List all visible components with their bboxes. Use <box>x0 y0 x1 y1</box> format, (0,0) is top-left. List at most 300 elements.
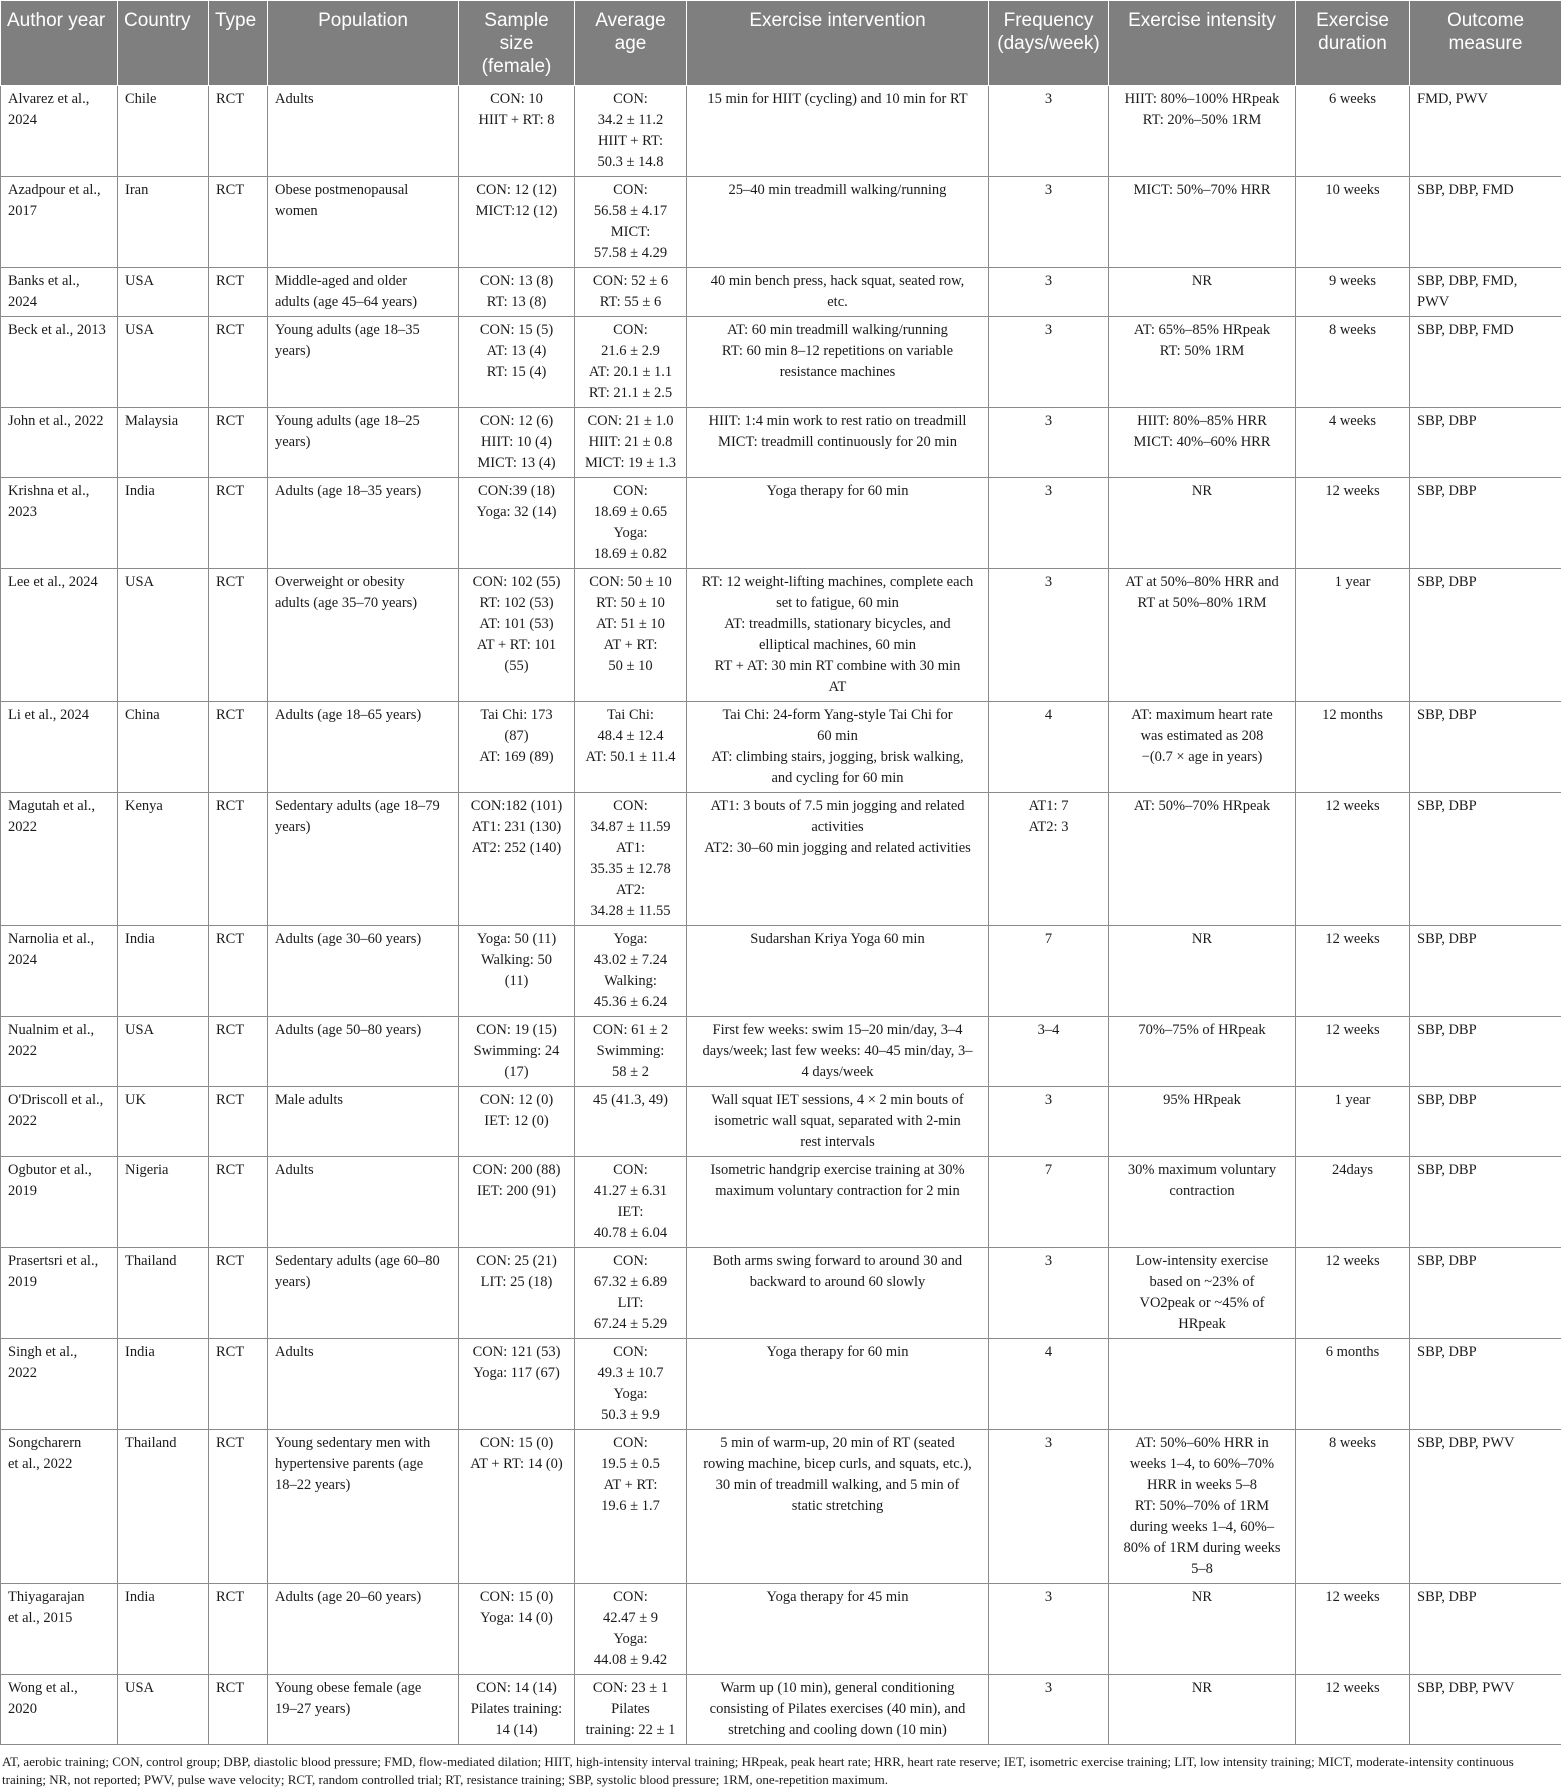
table-row <box>1 1087 1561 1157</box>
cell-population-line: Young sedentary men with <box>275 1433 451 1454</box>
cell-author-year-line: 2024 <box>8 110 110 131</box>
cell-country: USA <box>118 569 209 702</box>
cell-exercise-intensity <box>1109 1430 1296 1584</box>
cell-sample-size-line: MICT:12 (12) <box>466 201 567 222</box>
cell-exercise-intervention <box>687 793 989 926</box>
cell-author-year-line: Beck et al., 2013 <box>8 320 110 341</box>
cell-average-age-line: CON: <box>582 796 679 817</box>
cell-author-year-line: Nualnim et al., <box>8 1020 110 1041</box>
table-footnote: AT, aerobic training; CON, control group; DBP, diastolic blood pressure; FMD, flow-mediated dilation; HIIT, high-intensity interval training; HRpeak, peak heart rate; HRR, heart rate reserve; IET, isometric exercise training; LIT, low intensity training; MICT, moderate-intensity continuous training; NR, not reported; PWV, pulse wave velocity; RCT, random controlled trial; RT, resistance training; SBP, systolic blood pressure; 1RM, one-repetition maximum. <box>0 1745 1561 1789</box>
cell-outcome-measure-line: SBP, DBP <box>1417 411 1554 432</box>
cell-population <box>268 177 459 268</box>
cell-sample-size <box>459 1430 575 1584</box>
cell-country: UK <box>118 1087 209 1157</box>
cell-population-line: Male adults <box>275 1090 451 1111</box>
cell-exercise-intensity <box>1109 793 1296 926</box>
cell-exercise-intensity-line: NR <box>1116 929 1288 950</box>
cell-exercise-intervention <box>687 177 989 268</box>
cell-exercise-intensity <box>1109 1339 1296 1430</box>
cell-exercise-intervention-line: Isometric handgrip exercise training at 30% <box>694 1160 981 1181</box>
cell-exercise-intervention-line: maximum voluntary contraction for 2 min <box>694 1181 981 1202</box>
cell-sample-size-line: Yoga: 32 (14) <box>466 502 567 523</box>
cell-exercise-intervention-line: AT: climbing stairs, jogging, brisk walking, <box>694 747 981 768</box>
cell-author-year-line: et al., 2015 <box>8 1608 110 1629</box>
cell-exercise-intensity <box>1109 1157 1296 1248</box>
cell-average-age-line: MICT: <box>582 222 679 243</box>
cell-population <box>268 317 459 408</box>
table-row <box>1 926 1561 1017</box>
cell-author-year <box>1 1339 118 1430</box>
cell-author-year-line: Songcharern <box>8 1433 110 1454</box>
cell-sample-size-line: CON:39 (18) <box>466 481 567 502</box>
cell-author-year-line: 2022 <box>8 1111 110 1132</box>
cell-exercise-intervention <box>687 1584 989 1675</box>
cell-frequency <box>989 1248 1109 1339</box>
cell-frequency <box>989 268 1109 317</box>
cell-sample-size <box>459 1675 575 1745</box>
cell-population <box>268 702 459 793</box>
cell-population-line: Young obese female (age <box>275 1678 451 1699</box>
cell-sample-size-line: Walking: 50 <box>466 950 567 971</box>
cell-sample-size-line: CON: 12 (0) <box>466 1090 567 1111</box>
cell-frequency <box>989 1339 1109 1430</box>
cell-average-age-line: CON: 23 ± 1 <box>582 1678 679 1699</box>
cell-exercise-intensity-line: 80% of 1RM during weeks <box>1116 1538 1288 1559</box>
cell-average-age <box>575 478 687 569</box>
cell-exercise-duration: 12 months <box>1296 702 1410 793</box>
cell-outcome-measure <box>1410 793 1561 926</box>
cell-author-year-line: Li et al., 2024 <box>8 705 110 726</box>
cell-population <box>268 569 459 702</box>
cell-exercise-intensity-line: AT: maximum heart rate <box>1116 705 1288 726</box>
cell-sample-size <box>459 793 575 926</box>
cell-sample-size-line: CON: 200 (88) <box>466 1160 567 1181</box>
header-type: Type <box>209 1 268 86</box>
cell-frequency-line: 3–4 <box>996 1020 1101 1041</box>
cell-exercise-duration: 12 weeks <box>1296 1017 1410 1087</box>
cell-exercise-intervention-line: HIIT: 1:4 min work to rest ratio on treadmill <box>694 411 981 432</box>
cell-author-year <box>1 702 118 793</box>
cell-sample-size <box>459 702 575 793</box>
cell-sample-size-line: LIT: 25 (18) <box>466 1272 567 1293</box>
cell-population-line: Adults (age 20–60 years) <box>275 1587 451 1608</box>
cell-average-age-line: 40.78 ± 6.04 <box>582 1223 679 1244</box>
cell-average-age-line: 57.58 ± 4.29 <box>582 243 679 264</box>
table-row <box>1 1430 1561 1584</box>
cell-exercise-intervention-line: consisting of Pilates exercises (40 min), and <box>694 1699 981 1720</box>
cell-outcome-measure-line: SBP, DBP <box>1417 481 1554 502</box>
cell-type: RCT <box>209 1087 268 1157</box>
cell-average-age <box>575 569 687 702</box>
cell-author-year-line: John et al., 2022 <box>8 411 110 432</box>
cell-average-age <box>575 1017 687 1087</box>
cell-exercise-intervention-line: AT: 60 min treadmill walking/running <box>694 320 981 341</box>
cell-type: RCT <box>209 1430 268 1584</box>
table-header-row <box>1 1 1561 86</box>
cell-outcome-measure <box>1410 408 1561 478</box>
cell-population-line: women <box>275 201 451 222</box>
cell-average-age-line: 44.08 ± 9.42 <box>582 1650 679 1671</box>
cell-average-age <box>575 317 687 408</box>
cell-exercise-intensity-line: RT: 50%–70% of 1RM <box>1116 1496 1288 1517</box>
cell-population-line: Sedentary adults (age 60–80 <box>275 1251 451 1272</box>
cell-sample-size-line: (17) <box>466 1062 567 1083</box>
cell-outcome-measure <box>1410 702 1561 793</box>
cell-frequency <box>989 1430 1109 1584</box>
cell-outcome-measure-line: SBP, DBP <box>1417 1090 1554 1111</box>
cell-sample-size-line: Yoga: 14 (0) <box>466 1608 567 1629</box>
cell-average-age <box>575 1430 687 1584</box>
cell-outcome-measure-line: SBP, DBP <box>1417 1342 1554 1363</box>
cell-type: RCT <box>209 1584 268 1675</box>
cell-exercise-intensity-line: NR <box>1116 1587 1288 1608</box>
cell-frequency-line: 4 <box>996 705 1101 726</box>
cell-population-line: years) <box>275 432 451 453</box>
cell-frequency <box>989 702 1109 793</box>
cell-exercise-intervention-line: RT: 60 min 8–12 repetitions on variable <box>694 341 981 362</box>
cell-outcome-measure-line: SBP, DBP <box>1417 929 1554 950</box>
cell-exercise-intensity-line: HIIT: 80%–100% HRpeak <box>1116 89 1288 110</box>
cell-exercise-intervention-line: isometric wall squat, separated with 2-min <box>694 1111 981 1132</box>
table-row <box>1 702 1561 793</box>
cell-exercise-intervention-line: etc. <box>694 292 981 313</box>
cell-population-line: hypertensive parents (age <box>275 1454 451 1475</box>
cell-sample-size-line: CON: 15 (5) <box>466 320 567 341</box>
cell-exercise-intervention <box>687 1017 989 1087</box>
cell-author-year-line: 2022 <box>8 1041 110 1062</box>
cell-exercise-intervention <box>687 926 989 1017</box>
cell-frequency <box>989 1157 1109 1248</box>
header-outcome-measure: Outcome measure <box>1410 1 1561 86</box>
cell-author-year-line: Alvarez et al., <box>8 89 110 110</box>
cell-exercise-intensity-line: RT at 50%–80% 1RM <box>1116 593 1288 614</box>
cell-average-age-line: 19.5 ± 0.5 <box>582 1454 679 1475</box>
cell-sample-size-line: Swimming: 24 <box>466 1041 567 1062</box>
cell-average-age-line: AT2: <box>582 880 679 901</box>
cell-frequency <box>989 408 1109 478</box>
cell-exercise-intensity-line: RT: 50% 1RM <box>1116 341 1288 362</box>
cell-frequency <box>989 478 1109 569</box>
cell-exercise-intervention-line: and cycling for 60 min <box>694 768 981 789</box>
cell-outcome-measure-line: SBP, DBP <box>1417 1160 1554 1181</box>
cell-outcome-measure-line: SBP, DBP <box>1417 1587 1554 1608</box>
cell-outcome-measure-line: SBP, DBP <box>1417 796 1554 817</box>
cell-author-year-line: 2022 <box>8 1363 110 1384</box>
cell-country: India <box>118 1339 209 1430</box>
cell-average-age-line: CON: <box>582 89 679 110</box>
cell-country: USA <box>118 1675 209 1745</box>
cell-frequency-line: 3 <box>996 180 1101 201</box>
cell-average-age-line: 42.47 ± 9 <box>582 1608 679 1629</box>
cell-frequency <box>989 793 1109 926</box>
cell-average-age-line: AT: 20.1 ± 1.1 <box>582 362 679 383</box>
table-row <box>1 317 1561 408</box>
cell-country: India <box>118 1584 209 1675</box>
cell-frequency-line: 3 <box>996 271 1101 292</box>
cell-exercise-intervention <box>687 268 989 317</box>
cell-population <box>268 268 459 317</box>
cell-sample-size-line: Yoga: 117 (67) <box>466 1363 567 1384</box>
cell-sample-size <box>459 1248 575 1339</box>
cell-average-age-line: 21.6 ± 2.9 <box>582 341 679 362</box>
cell-author-year <box>1 1675 118 1745</box>
cell-exercise-duration: 24days <box>1296 1157 1410 1248</box>
cell-frequency-line: 3 <box>996 89 1101 110</box>
cell-average-age-line: 49.3 ± 10.7 <box>582 1363 679 1384</box>
cell-average-age-line: LIT: <box>582 1293 679 1314</box>
cell-average-age-line: Pilates <box>582 1699 679 1720</box>
cell-population-line: Young adults (age 18–35 <box>275 320 451 341</box>
cell-exercise-intensity-line: AT: 65%–85% HRpeak <box>1116 320 1288 341</box>
cell-author-year <box>1 569 118 702</box>
cell-sample-size-line: (55) <box>466 656 567 677</box>
cell-average-age-line: RT: 50 ± 10 <box>582 593 679 614</box>
cell-average-age-line: AT: 51 ± 10 <box>582 614 679 635</box>
cell-type: RCT <box>209 478 268 569</box>
cell-outcome-measure-line: SBP, DBP, FMD <box>1417 320 1554 341</box>
cell-sample-size-line: CON: 102 (55) <box>466 572 567 593</box>
cell-exercise-duration: 1 year <box>1296 1087 1410 1157</box>
cell-exercise-intervention-line: AT2: 30–60 min jogging and related activities <box>694 838 981 859</box>
cell-exercise-intensity-line: HRpeak <box>1116 1314 1288 1335</box>
cell-exercise-intensity-line: NR <box>1116 271 1288 292</box>
cell-frequency-line: AT2: 3 <box>996 817 1101 838</box>
cell-sample-size-line: AT1: 231 (130) <box>466 817 567 838</box>
cell-average-age-line: HIIT + RT: <box>582 131 679 152</box>
cell-author-year <box>1 1584 118 1675</box>
cell-exercise-intensity <box>1109 926 1296 1017</box>
table-row <box>1 793 1561 926</box>
cell-country: Iran <box>118 177 209 268</box>
cell-exercise-intervention-line: MICT: treadmill continuously for 20 min <box>694 432 981 453</box>
cell-exercise-intervention <box>687 1339 989 1430</box>
cell-frequency-line: 3 <box>996 1433 1101 1454</box>
table-row <box>1 177 1561 268</box>
cell-author-year-line: Krishna et al., <box>8 481 110 502</box>
cell-exercise-intervention-line: AT: treadmills, stationary bicycles, and <box>694 614 981 635</box>
table-body <box>1 86 1561 1745</box>
cell-exercise-duration: 10 weeks <box>1296 177 1410 268</box>
cell-average-age-line: 45 (41.3, 49) <box>582 1090 679 1111</box>
cell-average-age <box>575 1157 687 1248</box>
cell-author-year <box>1 926 118 1017</box>
cell-frequency-line: 3 <box>996 1090 1101 1111</box>
cell-author-year-line: Ogbutor et al., <box>8 1160 110 1181</box>
cell-type: RCT <box>209 1675 268 1745</box>
cell-country: Chile <box>118 86 209 177</box>
cell-exercise-duration: 8 weeks <box>1296 317 1410 408</box>
cell-average-age-line: CON: <box>582 1433 679 1454</box>
cell-outcome-measure-line: SBP, DBP, FMD <box>1417 180 1554 201</box>
cell-average-age-line: 48.4 ± 12.4 <box>582 726 679 747</box>
table-row <box>1 478 1561 569</box>
cell-sample-size-line: AT2: 252 (140) <box>466 838 567 859</box>
cell-exercise-duration: 6 weeks <box>1296 86 1410 177</box>
cell-country: Thailand <box>118 1430 209 1584</box>
cell-exercise-intensity <box>1109 1087 1296 1157</box>
cell-exercise-intervention-line: rowing machine, bicep curls, and squats, etc.), <box>694 1454 981 1475</box>
cell-sample-size-line: AT: 169 (89) <box>466 747 567 768</box>
cell-average-age-line: AT: 50.1 ± 11.4 <box>582 747 679 768</box>
cell-sample-size-line: RT: 102 (53) <box>466 593 567 614</box>
header-exercise-intensity: Exercise intensity <box>1109 1 1296 86</box>
cell-population-line: 18–22 years) <box>275 1475 451 1496</box>
cell-country: Nigeria <box>118 1157 209 1248</box>
table-row <box>1 1675 1561 1745</box>
cell-exercise-intervention-line: Both arms swing forward to around 30 and <box>694 1251 981 1272</box>
cell-author-year-line: O'Driscoll et al., <box>8 1090 110 1111</box>
cell-average-age-line: 45.36 ± 6.24 <box>582 992 679 1013</box>
cell-outcome-measure <box>1410 1584 1561 1675</box>
cell-country: USA <box>118 317 209 408</box>
cell-frequency <box>989 86 1109 177</box>
cell-frequency <box>989 926 1109 1017</box>
cell-average-age <box>575 1087 687 1157</box>
cell-author-year <box>1 177 118 268</box>
cell-population-line: years) <box>275 817 451 838</box>
cell-sample-size <box>459 177 575 268</box>
cell-exercise-duration: 12 weeks <box>1296 926 1410 1017</box>
cell-exercise-intervention-line: activities <box>694 817 981 838</box>
cell-frequency-line: 7 <box>996 929 1101 950</box>
cell-average-age <box>575 702 687 793</box>
cell-outcome-measure-line: SBP, DBP <box>1417 1020 1554 1041</box>
cell-exercise-intervention-line: First few weeks: swim 15–20 min/day, 3–4 <box>694 1020 981 1041</box>
cell-author-year-line: 2022 <box>8 817 110 838</box>
cell-author-year-line: Singh et al., <box>8 1342 110 1363</box>
cell-sample-size-line: RT: 13 (8) <box>466 292 567 313</box>
cell-population <box>268 478 459 569</box>
cell-exercise-intensity-line: weeks 1–4, to 60%–70% <box>1116 1454 1288 1475</box>
cell-exercise-duration: 12 weeks <box>1296 1584 1410 1675</box>
cell-exercise-intervention-line: Wall squat IET sessions, 4 × 2 min bouts of <box>694 1090 981 1111</box>
cell-sample-size <box>459 1584 575 1675</box>
cell-exercise-intensity <box>1109 408 1296 478</box>
cell-outcome-measure <box>1410 569 1561 702</box>
cell-average-age-line: Tai Chi: <box>582 705 679 726</box>
cell-population <box>268 1339 459 1430</box>
cell-average-age <box>575 408 687 478</box>
cell-outcome-measure-line: SBP, DBP, FMD, <box>1417 271 1554 292</box>
cell-type: RCT <box>209 1248 268 1339</box>
cell-type: RCT <box>209 569 268 702</box>
cell-average-age-line: CON: <box>582 180 679 201</box>
cell-population-line: years) <box>275 1272 451 1293</box>
cell-exercise-duration: 4 weeks <box>1296 408 1410 478</box>
cell-country: Kenya <box>118 793 209 926</box>
cell-average-age-line: AT1: <box>582 838 679 859</box>
cell-frequency <box>989 1584 1109 1675</box>
cell-exercise-intervention-line: set to fatigue, 60 min <box>694 593 981 614</box>
cell-sample-size-line: HIIT + RT: 8 <box>466 110 567 131</box>
cell-sample-size-line: 14 (14) <box>466 1720 567 1741</box>
cell-exercise-intensity <box>1109 1248 1296 1339</box>
table-row <box>1 1339 1561 1430</box>
cell-exercise-intervention-line: 40 min bench press, hack squat, seated row, <box>694 271 981 292</box>
cell-sample-size-line: RT: 15 (4) <box>466 362 567 383</box>
cell-average-age <box>575 268 687 317</box>
cell-average-age-line: training: 22 ± 1 <box>582 1720 679 1741</box>
cell-sample-size-line: IET: 200 (91) <box>466 1181 567 1202</box>
cell-exercise-intervention-line: days/week; last few weeks: 40–45 min/day, 3– <box>694 1041 981 1062</box>
cell-outcome-measure <box>1410 1157 1561 1248</box>
cell-exercise-intensity <box>1109 569 1296 702</box>
cell-sample-size-line: AT: 13 (4) <box>466 341 567 362</box>
table-row <box>1 1017 1561 1087</box>
cell-outcome-measure-line: SBP, DBP <box>1417 1251 1554 1272</box>
cell-average-age-line: 67.32 ± 6.89 <box>582 1272 679 1293</box>
cell-exercise-intensity-line: Low-intensity exercise <box>1116 1251 1288 1272</box>
cell-exercise-intervention-line: Yoga therapy for 60 min <box>694 1342 981 1363</box>
cell-average-age-line: RT: 21.1 ± 2.5 <box>582 383 679 404</box>
cell-sample-size-line: AT: 101 (53) <box>466 614 567 635</box>
header-exercise-duration: Exercise duration <box>1296 1 1410 86</box>
header-author-year: Author year <box>1 1 118 86</box>
cell-exercise-intervention-line: elliptical machines, 60 min <box>694 635 981 656</box>
cell-sample-size-line: CON:182 (101) <box>466 796 567 817</box>
cell-average-age-line: RT: 55 ± 6 <box>582 292 679 313</box>
cell-author-year <box>1 1087 118 1157</box>
cell-frequency <box>989 317 1109 408</box>
cell-exercise-intensity-line: MICT: 40%–60% HRR <box>1116 432 1288 453</box>
cell-frequency-line: 3 <box>996 572 1101 593</box>
cell-outcome-measure <box>1410 268 1561 317</box>
cell-outcome-measure <box>1410 1430 1561 1584</box>
cell-exercise-intensity-line: RT: 20%–50% 1RM <box>1116 110 1288 131</box>
cell-average-age <box>575 86 687 177</box>
cell-exercise-intensity-line: HIIT: 80%–85% HRR <box>1116 411 1288 432</box>
cell-type: RCT <box>209 268 268 317</box>
cell-sample-size <box>459 569 575 702</box>
cell-average-age-line: CON: 50 ± 10 <box>582 572 679 593</box>
table-row <box>1 1248 1561 1339</box>
cell-outcome-measure <box>1410 1087 1561 1157</box>
cell-population-line: Young adults (age 18–25 <box>275 411 451 432</box>
cell-exercise-intensity-line: 95% HRpeak <box>1116 1090 1288 1111</box>
cell-average-age-line: 67.24 ± 5.29 <box>582 1314 679 1335</box>
cell-sample-size <box>459 926 575 1017</box>
cell-sample-size <box>459 408 575 478</box>
cell-exercise-intensity <box>1109 1584 1296 1675</box>
cell-sample-size-line: AT + RT: 14 (0) <box>466 1454 567 1475</box>
header-average-age: Average age <box>575 1 687 86</box>
cell-author-year-line: 2019 <box>8 1181 110 1202</box>
cell-outcome-measure <box>1410 177 1561 268</box>
cell-sample-size-line: CON: 12 (12) <box>466 180 567 201</box>
cell-exercise-intensity-line: NR <box>1116 1678 1288 1699</box>
cell-average-age-line: HIIT: 21 ± 0.8 <box>582 432 679 453</box>
cell-type: RCT <box>209 702 268 793</box>
cell-exercise-intensity-line: VO2peak or ~45% of <box>1116 1293 1288 1314</box>
cell-population <box>268 86 459 177</box>
cell-average-age-line: 34.2 ± 11.2 <box>582 110 679 131</box>
cell-sample-size <box>459 478 575 569</box>
cell-exercise-intervention-line: backward to around 60 slowly <box>694 1272 981 1293</box>
cell-exercise-intervention-line: RT: 12 weight-lifting machines, complete each <box>694 572 981 593</box>
cell-exercise-intensity <box>1109 177 1296 268</box>
cell-exercise-intervention <box>687 86 989 177</box>
cell-country: China <box>118 702 209 793</box>
cell-average-age <box>575 793 687 926</box>
cell-frequency-line: 3 <box>996 481 1101 502</box>
cell-author-year-line: et al., 2022 <box>8 1454 110 1475</box>
cell-exercise-intensity-line: HRR in weeks 5–8 <box>1116 1475 1288 1496</box>
cell-sample-size-line: CON: 13 (8) <box>466 271 567 292</box>
cell-author-year-line: Thiyagarajan <box>8 1587 110 1608</box>
cell-average-age <box>575 1339 687 1430</box>
cell-outcome-measure <box>1410 1017 1561 1087</box>
cell-average-age-line: MICT: 19 ± 1.3 <box>582 453 679 474</box>
